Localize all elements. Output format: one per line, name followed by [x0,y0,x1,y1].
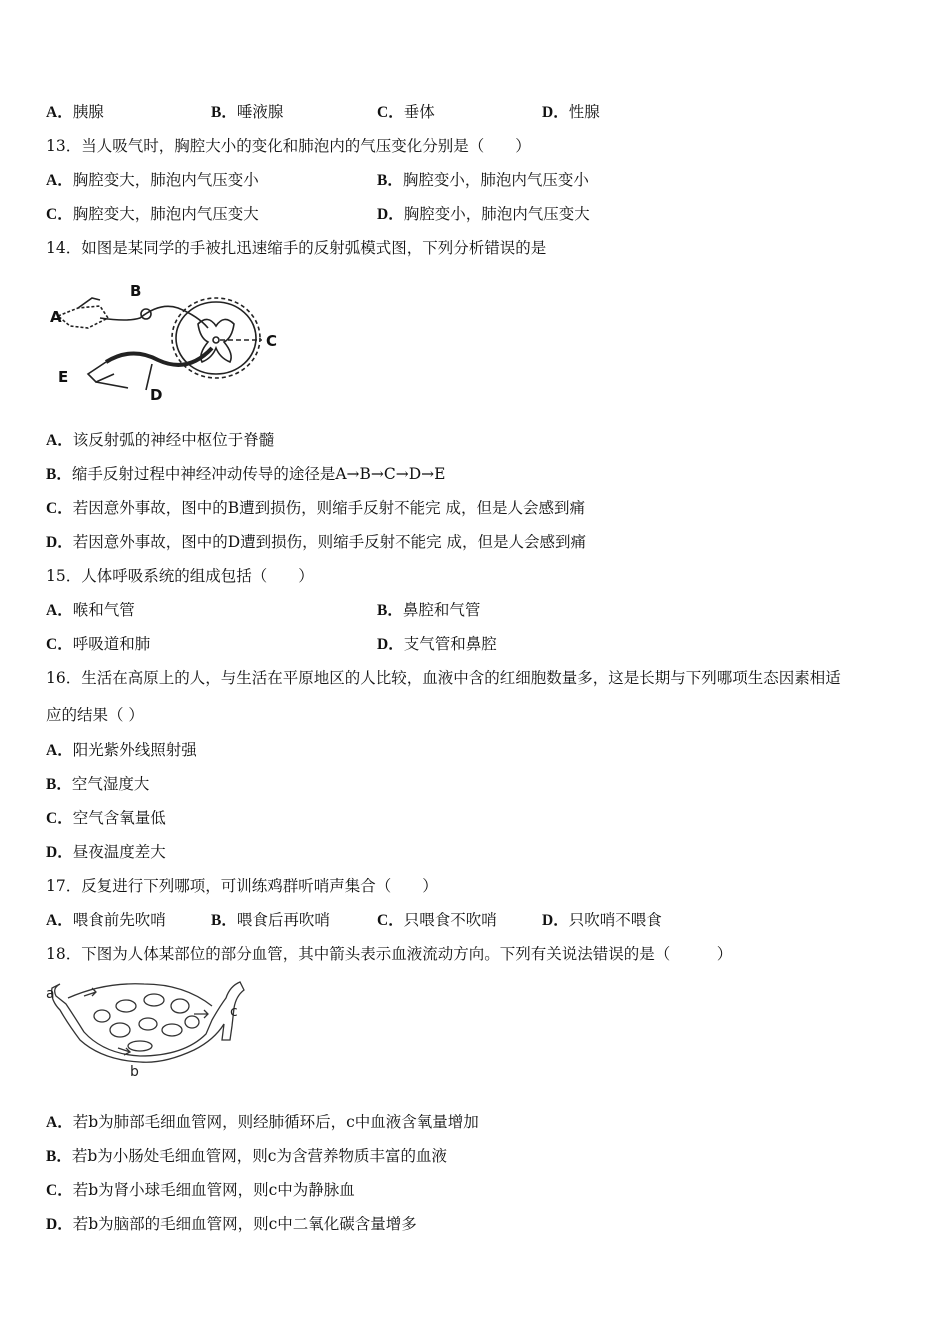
q13-option-a: A．胸腔变大，肺泡内气压变小 [46,171,259,189]
figure-label-b: B [130,282,142,300]
q17-option-b: B．喂食后再吹哨 [211,911,330,929]
figure-label-d: D [150,386,163,404]
q16-option-b: B．空气湿度大 [46,775,150,793]
q17-option-a: A．喂食前先吹哨 [46,911,166,929]
figure-label-a: A [50,308,62,326]
q14-option-d: D．若因意外事故，图中的D遭到损伤，则缩手反射不能完 成，但是人会感到痛 [46,533,587,551]
q15-option-b: B．鼻腔和气管 [377,601,481,619]
q14-option-a: A．该反射弧的神经中枢位于脊髓 [46,431,275,449]
capillary-network-figure [44,976,248,1080]
q16-stem-line1: 16．生活在高原上的人，与生活在平原地区的人比较，血液中含的红细胞数量多，这是长期与下列哪项生态因素相适 [46,669,841,687]
q12-option-b: B．唾液腺 [211,103,284,121]
q12-option-a: A．胰腺 [46,103,104,121]
q16-stem-line2: 应的结果（ ） [46,706,144,724]
figure-label-a: a [46,986,55,1002]
q18-option-d: D．若b为脑部的毛细血管网，则c中二氧化碳含量增多 [46,1215,417,1233]
figure-label-c: C [266,332,278,350]
q12-option-d: D．性腺 [542,103,600,121]
q14-option-c: C．若因意外事故，图中的B遭到损伤，则缩手反射不能完 成，但是人会感到痛 [46,499,586,517]
q18-option-b: B．若b为小肠处毛细血管网，则c为含营养物质丰富的血液 [46,1147,447,1165]
q15-stem: 15．人体呼吸系统的组成包括（ ） [46,567,314,585]
q13-option-c: C．胸腔变大，肺泡内气压变大 [46,205,259,223]
q18-stem: 18．下图为人体某部位的部分血管，其中箭头表示血液流动方向。下列有关说法错误的是（ ） [46,945,733,963]
q16-option-c: C．空气含氧量低 [46,809,166,827]
q12-option-c: C．垂体 [377,103,435,121]
q13-stem: 13．当人吸气时，胸腔大小的变化和肺泡内的气压变化分别是（ ） [46,137,531,155]
q15-option-d: D．支气管和鼻腔 [377,635,497,653]
q17-option-d: D．只吹哨不喂食 [542,911,662,929]
reflex-arc-figure [48,278,288,406]
q16-option-d: D．昼夜温度差大 [46,843,166,861]
q13-option-d: D．胸腔变小，肺泡内气压变大 [377,205,590,223]
figure-label-b: b [130,1064,139,1080]
q14-stem: 14．如图是某同学的手被扎迅速缩手的反射弧模式图，下列分析错误的是 [46,239,547,257]
figure-label-e: E [58,368,69,386]
q16-option-a: A．阳光紫外线照射强 [46,741,197,759]
q15-option-a: A．喉和气管 [46,601,135,619]
q17-option-c: C．只喂食不吹哨 [377,911,497,929]
q13-option-b: B．胸腔变小，肺泡内气压变小 [377,171,589,189]
q18-option-a: A．若b为肺部毛细血管网，则经肺循环后，c中血液含氧量增加 [46,1113,479,1131]
q15-option-c: C．呼吸道和肺 [46,635,151,653]
q17-stem: 17．反复进行下列哪项，可训练鸡群听哨声集合（ ） [46,877,438,895]
q18-option-c: C．若b为肾小球毛细血管网，则c中为静脉血 [46,1181,355,1199]
q14-option-b: B．缩手反射过程中神经冲动传导的途径是A→B→C→D→E [46,465,446,483]
figure-label-c: c [230,1004,238,1020]
